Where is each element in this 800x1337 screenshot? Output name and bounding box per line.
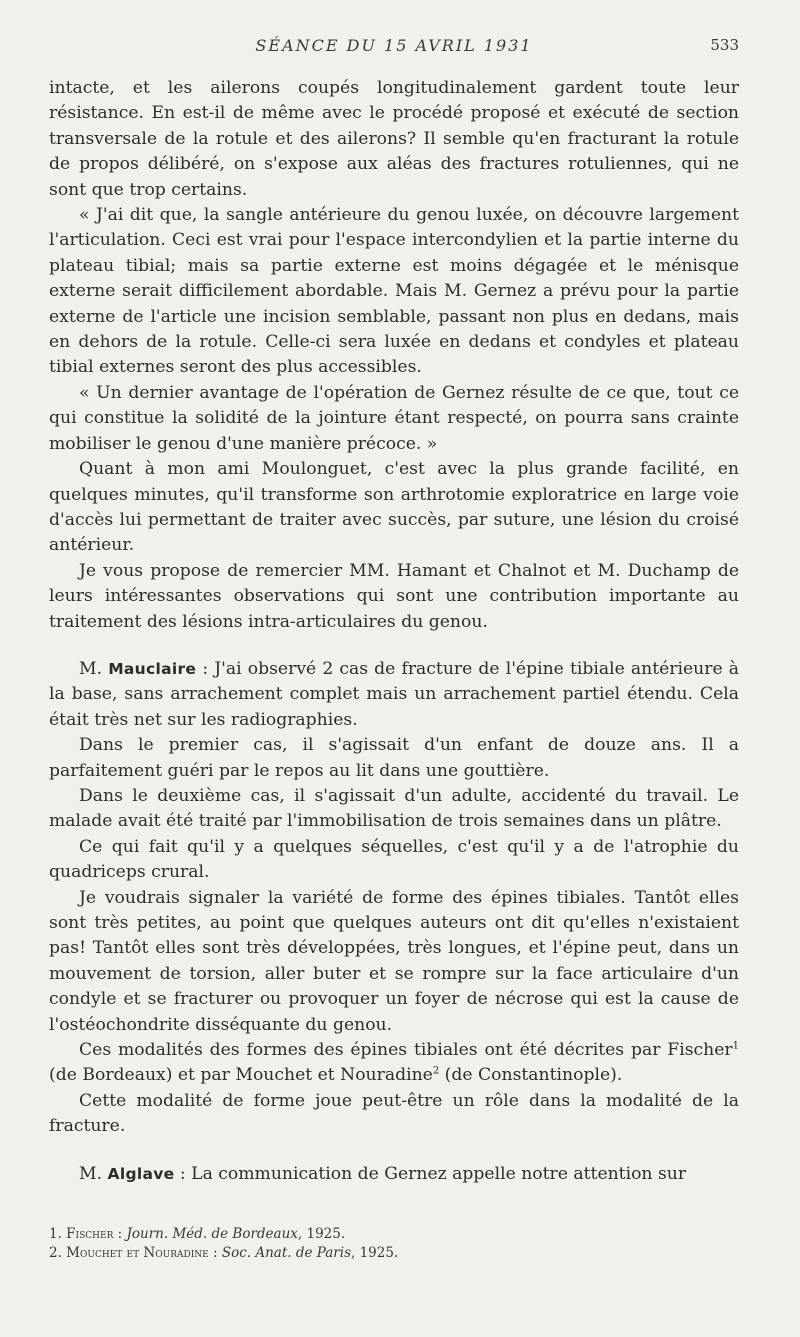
paragraph: « Un dernier avantage de l'opération de Gernez résulte de ce que, tout ce qui constitue la solidité de la jointure étant respecté, on pourra sans crainte mobiliser le genou d'une manière précoce. »	[49, 382, 739, 454]
paragraph: Je voudrais signaler la variété de forme des épines tibiales. Tantôt elles sont très petites, au point que quelques auteurs ont dit qu'elles n'existaient pas! Tantôt elles sont très développées, très longues, et l'épine peut, dans un mouvement de torsion, aller buter et se rompre sur la face articulaire d'un condyle et se fracturer ou provoquer un foyer de nécrose qui est la cause de l'ostéochondrite disséquante du genou.	[49, 887, 739, 1035]
footnote-year: , 1925.	[297, 1226, 346, 1243]
page-number: 533	[710, 36, 739, 54]
body-text	[49, 76, 739, 1187]
paragraph-text: Ces modalités des formes des épines tibiales ont été décrites par Fischer	[79, 1040, 733, 1061]
speaker-prefix: M.	[79, 1163, 108, 1184]
footnotes	[49, 1225, 739, 1263]
mauclaire-intervention	[49, 657, 739, 733]
footnote-ref: 2	[432, 1065, 440, 1077]
intervention-text: : La communication de Gernez appelle notre attention sur	[174, 1163, 687, 1184]
paragraph-continuation: intacte, et les ailerons coupés longitudinalement gardent toute leur résistance. En est-il de même avec le procédé proposé et exécuté de section transversale de la rotule et des ailerons? Il semble qu'en fracturant la rotule de propos délibéré, on s'expose aux aléas des fractures rotuliennes, qui ne sont que trop certains.	[49, 78, 739, 200]
running-head	[49, 30, 739, 58]
paragraph-text: (de Bordeaux) et par Mouchet et Nouradine	[49, 1065, 433, 1086]
paragraph: Dans le premier cas, il s'agissait d'un enfant de douze ans. Il a parfaitement guéri par le repos au lit dans une gouttière.	[49, 735, 739, 781]
paragraph-text: (de Constantinople).	[439, 1065, 623, 1086]
footnote-number: 2.	[49, 1245, 67, 1262]
paragraph: « J'ai dit que, la sangle antérieure du genou luxée, on découvre largement l'articulation. Ceci est vrai pour l'espace intercondylien et la partie interne du plateau tibial; mais sa partie externe est moins dégagée et le ménisque externe serait difficilement abordable. Mais M. Gernez a prévu pour la partie externe de l'article une incision semblable, passant non plus en dedans, mais en dehors de la rotule. Celle-ci sera luxée en dedans et condyles et plateau tibial externes seront des plus accessibles.	[49, 205, 739, 378]
footnote-separator: :	[113, 1226, 127, 1243]
paragraph-with-references	[49, 1038, 739, 1089]
paragraph: Ce qui fait qu'il y a quelques séquelles, c'est qu'il y a de l'atrophie du quadriceps crural.	[49, 836, 739, 883]
speaker-prefix: M.	[79, 658, 109, 679]
speaker-name: Mauclaire	[108, 659, 197, 678]
footnote-ref: 1	[732, 1040, 739, 1052]
footnote-separator: :	[208, 1245, 222, 1262]
paragraph: Je vous propose de remercier MM. Hamant et Chalnot et M. Duchamp de leurs intéressantes observations qui sont une contribution importante au traitement des lésions intra-articulaires du genou.	[49, 560, 739, 632]
footnote-number: 1.	[49, 1226, 67, 1243]
footnote-author: Mouchet et Nouradine	[66, 1245, 209, 1262]
running-title: SÉANCE DU 15 AVRIL 1931	[255, 36, 533, 55]
paragraph: Dans le deuxième cas, il s'agissait d'un adulte, accidenté du travail. Le malade avait été traité par l'immobilisation de trois semaines dans un plâtre.	[49, 785, 739, 832]
page	[49, 30, 739, 1263]
paragraph: Quant à mon ami Moulonguet, c'est avec la plus grande facilité, en quelques minutes, qu'il transforme son arthrotomie exploratrice en large voie d'accès lui permettant de traiter avec succès, par suture, une lésion du croisé antérieur.	[49, 459, 739, 556]
alglave-intervention	[49, 1162, 739, 1187]
footnote-author: Fischer	[66, 1226, 114, 1243]
paragraph: Cette modalité de forme joue peut-être un rôle dans la modalité de la fracture.	[49, 1090, 739, 1137]
footnote	[49, 1244, 739, 1263]
footnote-source: Journ. Méd. de Bordeaux	[126, 1226, 298, 1243]
footnote-source: Soc. Anat. de Paris	[221, 1245, 352, 1262]
footnote	[49, 1225, 739, 1244]
intervention-text: : J'ai observé 2 cas de fracture de l'épine tibiale antérieure à la base, sans arrachement complet mais un arrachement partiel étendu. Cela était très net sur les radiographies.	[49, 658, 739, 730]
footnote-year: , 1925.	[351, 1245, 399, 1262]
speaker-name: Alglave	[107, 1164, 175, 1183]
